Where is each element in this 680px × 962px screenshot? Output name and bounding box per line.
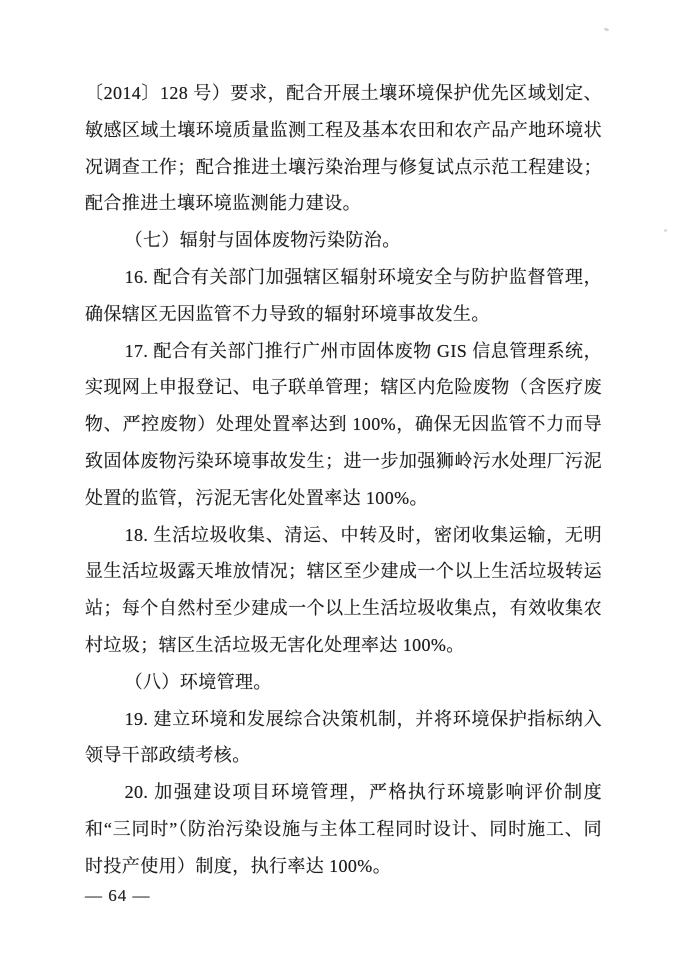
body-paragraph-item-16: 16. 配合有关部门加强辖区辐射环境安全与防护监督管理，确保辖区无因监管不力导致的辐射环境事故发生。 [85,266,602,324]
body-paragraph-item-19: 19. 建立环境和发展综合决策机制，并将环境保护指标纳入领导干部政绩考核。 [85,708,602,766]
body-paragraph-item-17: 17. 配合有关部门推行广州市固体废物 GIS 信息管理系统，实现网上申报登记、电子联单管理；辖区内危险废物（含医疗废物、严控废物）处理处置率达到 100%，确保无因监管不力而导致固体废物污染环境事故发生；进一步加强狮岭污水处理厂污泥处置的监管，污泥无害化处置率达 100%。 [85,340,602,508]
document-body [85,75,602,885]
page-number: — 64 — [85,886,151,905]
section-heading-8: （八）环境管理。 [124,671,272,692]
body-paragraph-item-18: 18. 生活垃圾收集、清运、中转及时，密闭收集运输，无明显生活垃圾露天堆放情况；辖区至少建成一个以上生活垃圾转运站；每个自然村至少建成一个以上生活垃圾收集点，有效收集农村垃圾；辖区生活垃圾无害化处理率达 100%。 [85,524,602,655]
scan-artifact [664,229,667,232]
section-heading-7: （七）辐射与固体废物污染防治。 [124,230,401,251]
body-paragraph-item-20: 20. 加强建设项目环境管理，严格执行环境影响评价制度和“三同时”（防治污染设施与主体工程同时设计、同时施工、同时投产使用）制度，执行率达 100%。 [85,782,602,876]
scan-artifact [604,27,610,32]
body-paragraph-continuation: 〔2014〕128 号）要求，配合开展土壤环境保护优先区域划定、敏感区域土壤环境质量监测工程及基本农田和农产品产地环境状况调查工作；配合推进土壤污染治理与修复试点示范工程建设；配合推进土壤环境监测能力建设。 [85,83,602,214]
